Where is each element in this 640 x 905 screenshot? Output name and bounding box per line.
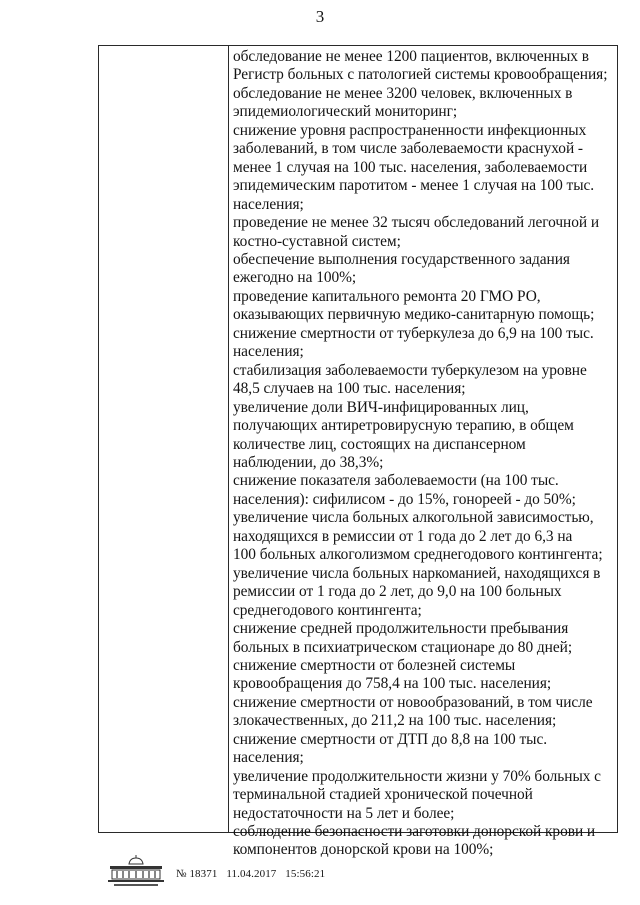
- text-line: 100 больных алкоголизмом среднегодового контингента;: [233, 546, 603, 564]
- text-line: 48,5 случаев на 100 тыс. населения;: [233, 380, 466, 398]
- text-line: снижение средней продолжительности пребывания: [233, 620, 569, 638]
- text-line: обследование не менее 3200 человек, включенных в: [233, 84, 573, 102]
- text-line: Регистр больных с патологией системы кровообращения;: [233, 66, 608, 84]
- text-line: больных в психиатрическом стационаре до 80 дней;: [233, 638, 573, 656]
- text-line: населения;: [233, 195, 304, 213]
- text-line: снижение смертности от новообразований, в том числе: [233, 693, 593, 711]
- text-line: ежегодно на 100%;: [233, 269, 357, 287]
- text-line: кровообращения до 758,4 на 100 тыс. населения;: [233, 675, 552, 693]
- text-line: стабилизация заболеваемости туберкулезом на уровне: [233, 361, 587, 379]
- document-footer: [104, 854, 524, 888]
- text-line: оказывающих первичную медико-санитарную помощь;: [233, 306, 595, 324]
- text-line: снижение уровня распространенности инфекционных: [233, 121, 587, 139]
- text-line: получающих антиретровирусную терапию, в общем: [233, 417, 574, 435]
- text-line: населения;: [233, 343, 304, 361]
- text-line: проведение не менее 32 тысяч обследований легочной и: [233, 214, 600, 232]
- text-line: костно-суставной систем;: [233, 232, 401, 250]
- document-table: [98, 45, 618, 859]
- text-line: населения): сифилисом - до 15%, гонореей - до 50%;: [233, 490, 576, 508]
- table-left-column: [99, 46, 229, 832]
- text-line: снижение смертности от болезней системы: [233, 656, 516, 674]
- registration-stamp: [176, 867, 331, 881]
- text-line: эпидемическим паротитом - менее 1 случая на 100 тыс.: [233, 177, 595, 195]
- text-line: злокачественных, до 211,2 на 100 тыс. населения;: [233, 712, 557, 730]
- text-line: количестве лиц, состоящих на диспансерном: [233, 435, 526, 453]
- government-building-seal-icon: [104, 854, 168, 888]
- text-line: увеличение доли ВИЧ-инфицированных лиц,: [233, 398, 529, 416]
- text-line: увеличение числа больных наркоманией, находящихся в: [233, 564, 601, 582]
- registration-time: 15:56:21: [285, 868, 326, 880]
- text-line: ремиссии от 1 года до 2 лет, до 9,0 на 100 больных: [233, 583, 562, 601]
- text-line: соблюдение безопасности заготовки донорской крови и: [233, 823, 596, 841]
- text-line: снижение смертности от ДТП до 8,8 на 100 тыс.: [233, 730, 548, 748]
- text-line: снижение показателя заболеваемости (на 100 тыс.: [233, 472, 559, 490]
- registration-number: № 18371: [176, 868, 218, 880]
- text-line: среднегодового контингента;: [233, 601, 422, 619]
- text-line: эпидемиологический мониторинг;: [233, 103, 458, 121]
- text-line: проведение капитального ремонта 20 ГМО РО,: [233, 287, 541, 305]
- text-line: менее 1 случая на 100 тыс. населения, заболеваемости: [233, 158, 588, 176]
- text-line: увеличение продолжительности жизни у 70% больных с: [233, 767, 601, 785]
- text-line: обследование не менее 1200 пациентов, включенных в: [233, 48, 589, 65]
- text-line: терминальной стадией хронической почечной: [233, 786, 533, 804]
- text-line: населения;: [233, 749, 304, 767]
- table-right-column: [229, 48, 617, 859]
- text-line: обеспечение выполнения государственного задания: [233, 250, 570, 268]
- text-line: компонентов донорской крови на 100%;: [233, 841, 494, 859]
- registration-date: 11.04.2017: [226, 868, 277, 880]
- text-line: недостаточности на 5 лет и более;: [233, 804, 455, 822]
- text-line: увеличение числа больных алкогольной зависимостью,: [233, 509, 594, 527]
- text-line: наблюдении, до 38,3%;: [233, 453, 384, 471]
- page-number: 3: [315, 7, 325, 26]
- text-line: заболеваний, в том числе заболеваемости краснухой -: [233, 140, 583, 158]
- text-line: снижение смертности от туберкулеза до 6,9 на 100 тыс.: [233, 324, 594, 342]
- text-line: находящихся в ремиссии от 1 года до 2 лет до 6,3 на: [233, 527, 573, 545]
